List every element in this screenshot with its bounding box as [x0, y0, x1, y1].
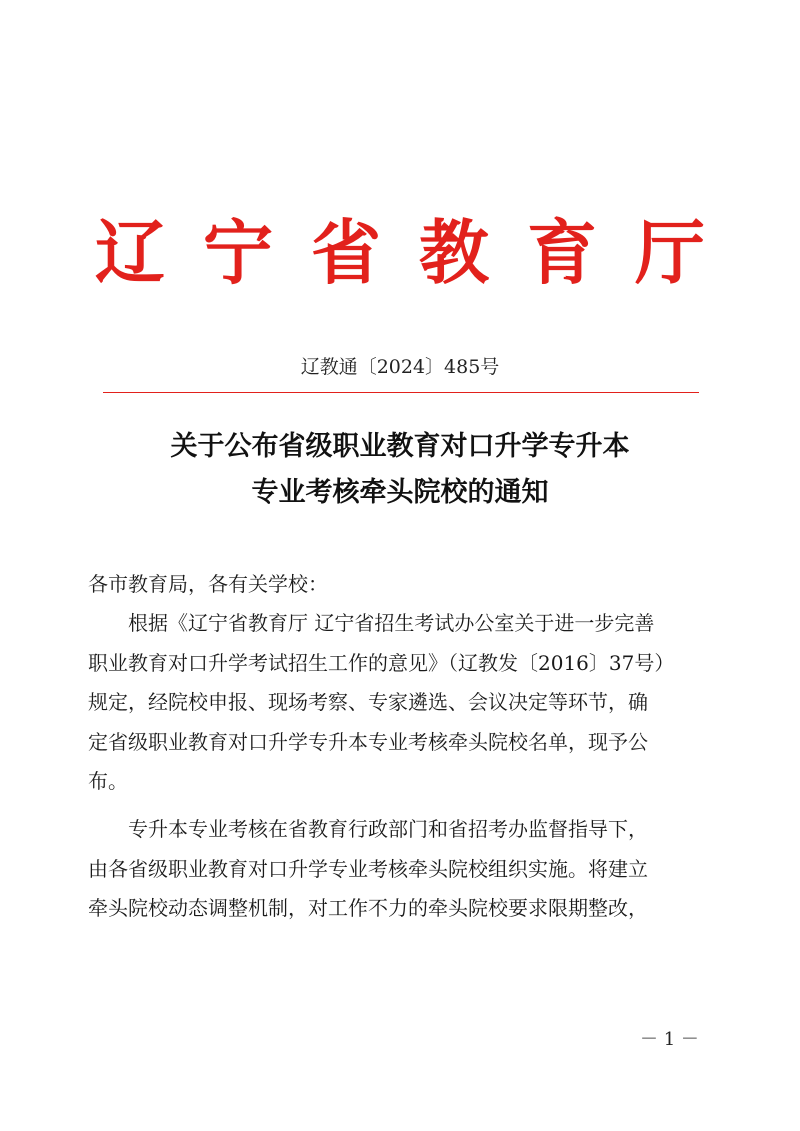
page-number: － 1 －: [640, 1029, 699, 1050]
notice-body: [88, 565, 714, 929]
document-number: 辽教通〔2024〕485号: [300, 356, 500, 378]
red-divider-line: [103, 392, 699, 393]
paragraph-1-line: 布。: [88, 769, 128, 794]
issuing-authority-title: 辽宁省教育厅: [95, 212, 743, 294]
paragraph-2-line: 牵头院校动态调整机制，对工作不力的牵头院校要求限期整改，: [88, 896, 648, 921]
paragraph-1-line: 规定，经院校申报、现场考察、专家遴选、会议决定等环节，确: [88, 690, 648, 715]
notice-title-line-2: 专业考核牵头院校的通知: [251, 477, 549, 508]
paragraph-2-line: 专升本专业考核在省教育行政部门和省招考办监督指导下，: [88, 817, 648, 842]
paragraph-2-line: 由各省级职业教育对口升学专业考核牵头院校组织实施。将建立: [88, 856, 648, 881]
paragraph-1-line: 职业教育对口升学考试招生工作的意见》（辽教发〔2016〕37号）: [88, 650, 675, 675]
salutation: 各市教育局，各有关学校：: [88, 572, 328, 596]
paragraph-1: [88, 604, 714, 801]
notice-title: [0, 424, 800, 516]
paragraph-spacer: [88, 801, 714, 810]
paragraph-2: [88, 810, 714, 928]
notice-title-line-1: 关于公布省级职业教育对口升学专升本: [170, 431, 630, 462]
paragraph-1-line: 定省级职业教育对口升学专升本专业考核牵头院校名单，现予公: [88, 729, 648, 754]
paragraph-1-line: 根据《辽宁省教育厅 辽宁省招生考试办公室关于进一步完善: [88, 611, 655, 636]
